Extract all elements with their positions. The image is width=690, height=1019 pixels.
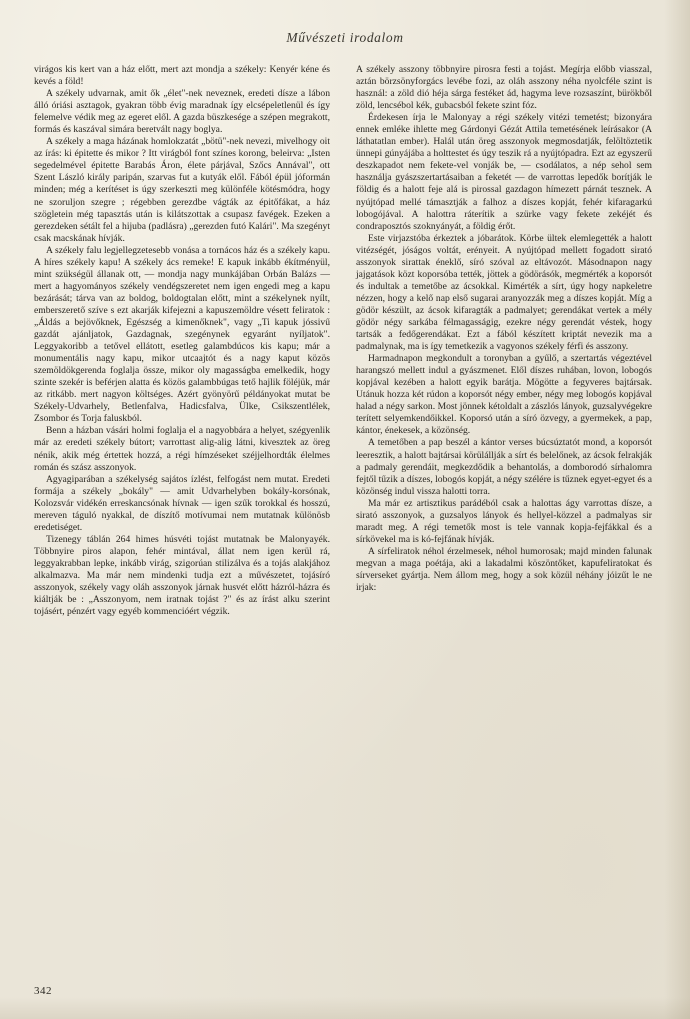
paragraph: Érdekesen írja le Malonyay a régi székely vitézi temetést; bizonyára ennek emléke ihlette meg Gárdonyi Gézát Attila temetésének leírásakor (A láthatatlan ember). Halál után öreg asszonyok megmosdatják, felöltöztetik ünnepi gúnyájába a holttestet és úgy teszik rá a nyújtópadra. Ezt az egyszerű deszkapadot nem fekete-vel vonják be, — csodálatos, a nép sehol sem használja gyászszertartásaiban a feketét — de varrottas lepedők borítják le földig és a halott feje alá is pirossal gazdagon hímezett párnát tesznek. A nyújtópad mellé támasztják a falhoz a díszes kopját, fehér kifaragarkú lobogójával. A halottra ráterítik a szürke vagy fekete zekéjét és condraposztós szoknyányát, a földig érőt. xyxy=(356,112,652,232)
text-columns xyxy=(34,64,656,942)
paragraph: A székely a maga házának homlokzatát „bötü"-nek nevezi, mivelhogy oit az írás: ki épitette és mikor ? Itt virágból font színes korong, beleirva: „Isten segedelmével épitette Barabás Áron, élete párjával, Szőcs Annával", ott Szent László király paripán, szarvas fut a kutyák elől. Fából épül jóformán minden; még a kerítéset is úgy szerkeszti meg különféle kötésmódra, hogy ne szoruljon szegre ; régebben gerezdbe vágták az épitőfákat, a ház szögletein még tapasztás után is kilátszottak a csupasz favégek. Ezeken a gerezdeken sétált fel a hijuba (padlásra) „gerezden futó Kalári". Ma szegényt csak macskának hívják. xyxy=(34,136,330,244)
paragraph: A székely falu legjellegzetesebb vonása a tornácos ház és a székely kapu. A híres székely kapu! A székely ács remeke! E kapuk inkább ékítményül, mint szükségül állanak ott, — mondja nagy munkájában Orbán Balázs — mert a hagyományos székely vendégszeretet nem igen engedi meg a kapu bezárását; tárva van az boldog, boldogtalan előtt, mint a székelynek nyílt, emberszerető szíve s ezt akarják kifejezni a kapuszemöldre vésett feliratok : „Áldás a bejövőknek, Egészség a kimenőknek", vagy „Ti kapuk jóssivű gazdát ajánljatok, Gazdagnak, szegénynek egyaránt nyíljatok". Leggyakoribb a tetővel ellátott, esetleg galambdúcos kis kapu; már a monumentális nagy kapu, mikor utcaajtót és a nagy kaput közös szemöldökgerenda foglalja össze, mikor oly magasságba emelkedik, hogy szinte szekér is beférjen alatta és közös galambbúgas tető hajlik föléjük, már az ritkább. mert nagyon költséges. Azért gyönyörű példányokat mutat be Székely-Udvarhely, Betlenfalva, Hadicsfalva, Ülke, Csikszentlélek, Zsombor és Torja faluskból. xyxy=(34,244,330,425)
page-number: 342 xyxy=(34,985,52,997)
paragraph: A székely udvarnak, amit ők „élet"-nek neveznek, eredeti dísze a lábon álló óriási asztagok, gyakran több évig maradnak így elcsépeletlenül és így felemelve védik meg az egeret elől. A gazda büszkesége a szépen megrakott, formás és kaszával simára beretvált nagy boglya. xyxy=(34,88,330,136)
running-head: Művészeti irodalom xyxy=(286,30,404,45)
paragraph: A temetőben a pap beszél a kántor verses búcsúztatót mond, a koporsót leeresztik, a halott bajtársai körülállják a sírt és belelőnek, az ácsok felrakják a padmaly gerendáit, megkezdődik a behantolás, a domborodó sírhalomra fejtől tűzik a díszes, lobogós kopját, a négy szélére is tűznek egyet-egyet és a közönség indul vissza halotti torra. xyxy=(356,437,652,497)
page-edge-shading xyxy=(664,0,690,1019)
paragraph: A székely asszony többnyire pirosra festi a tojást. Megírja előbb viasszal, aztán börzsönyforgács levébe fozi, az oláh asszony néha nyolcféle szint is használ: a zöld dió héja sárga festéket ád, hagyma leve rozsaszínt, bürökből zöld, lencsébol kék, gubacsból fekete szint fóz. xyxy=(356,64,652,112)
paragraph: A sírfeliratok néhol érzelmesek, néhol humorosak; majd minden falunak megvan a maga poétája, aki a lakadalmi köszöntőket, kapufeliratokat és sírverseket gyártja. Nem állom meg, hogy a sok közül néhány jóizűt le ne irjak: xyxy=(356,545,652,594)
paragraph: Benn a házban vásári holmi foglalja el a nagyobbára a helyet, szégyenlik már az eredeti székely bútort; varrottast alig-alig látni, kivesztek az öreg nénik, akik még értettek hozzá, a régi hímzéseket széjjelhordták élelmes román és szász asszonyok. xyxy=(34,425,330,473)
column-right xyxy=(356,64,652,942)
paragraph: Ma már ez artisztikus parádéból csak a halottas ágy varrottas dísze, a sirató asszonyok, a guzsalyos lányok és hellyel-közzel a padmalyas sir maradt meg. A régi temetők most is tele vannak kopja-fejfákkal és a sírkövekel ma is kó-fejfának hívják. xyxy=(356,497,652,545)
page-bottom-shading xyxy=(0,997,690,1019)
paragraph: Este virjazstóba érkeztek a jóbarátok. Körbe ültek elemlegették a halott vitézségét, jóságos voltát, erényeit. A nyújtópad mellett fogadott sirató asszonyok sirattak éneklő, síró szóval az eltávozót. Másodnapon nagy jajgatások közt koporsóba tették, jöttek a gödörásók, megmérték a koporsót és indultak a temetőbe az ácsokkal. Kimérték a sírt, úgy hogy napkeletre nézzen, hogy a kelő nap első sugarai aranyozzák meg a díszes kopját. Míg a gödör készült, az ácsok kifaragták a padmalyet; gerendákat vertek a mély gödör négy sarkába félmagasságig, ezekre négy gerendát véstek, hogy tartsák a fedőgerendákat. Ezt a fából készített kriptát nevezik ma a padmalynak, ma is így temetkezik a vagyonos székely férfi és asszony. xyxy=(356,232,652,353)
paragraph: Tizenegy táblán 264 himes húsvéti tojást mutatnak be Malonyayék. Többnyire piros alapon, fehér mintával, állat nem igen kerül rá, leggyakrabban lepke, inkább virág, szigorúan stilizálva és a tojás alakjához alkalmazva. Ma már nem mindenki tudja ezt a művészetet, tojásíró asszonyok, székely vagy oláh asszonyok járnak husvét előtt házról-házra és kiáltják be : „Asszonyom, nem iratnak tojást ?" és az írást alku szerint tojásért, pénzért vagy egyéb kommencióért végzik. xyxy=(34,533,330,618)
paragraph: Agyagiparában a székelység sajátos ízlést, felfogást nem mutat. Eredeti formája a székely „bokály" — amit Udvarhelyben bokály-korsónak, Kolozsvár vidékén erreskancsónak hívnak — igen szűk torokkal és hosszú, mereven táguló nyakkal, de díszítő motívumai nem mutatnak különösb eredetiséget. xyxy=(34,473,330,533)
paragraph: Harmadnapon megkondult a toronyban a gyűlő, a szertartás végeztével harangszó mellett indul a gyászmenet. Elől díszes ruhában, lovon, lobogós kopjával kezében a halott egyik barátja. Mögötte a fegyveres bajtársak. Utánuk hozza két rúdon a koporsót négy ember, négy meg lobogós kopjával halad a négy sarkon. Most jönnek kétoldalt a zászlós lányok, guzsalyvégekre terített selyemkendőikkel. Koporsó után a síró özvegy, a gyermekek, a pap, kántor, énekesek, a közönség. xyxy=(356,353,652,437)
paragraph: virágos kis kert van a ház előtt, mert azt mondja a székely: Kenyér kéne és kevés a föld! xyxy=(34,64,330,88)
column-left xyxy=(34,64,330,942)
